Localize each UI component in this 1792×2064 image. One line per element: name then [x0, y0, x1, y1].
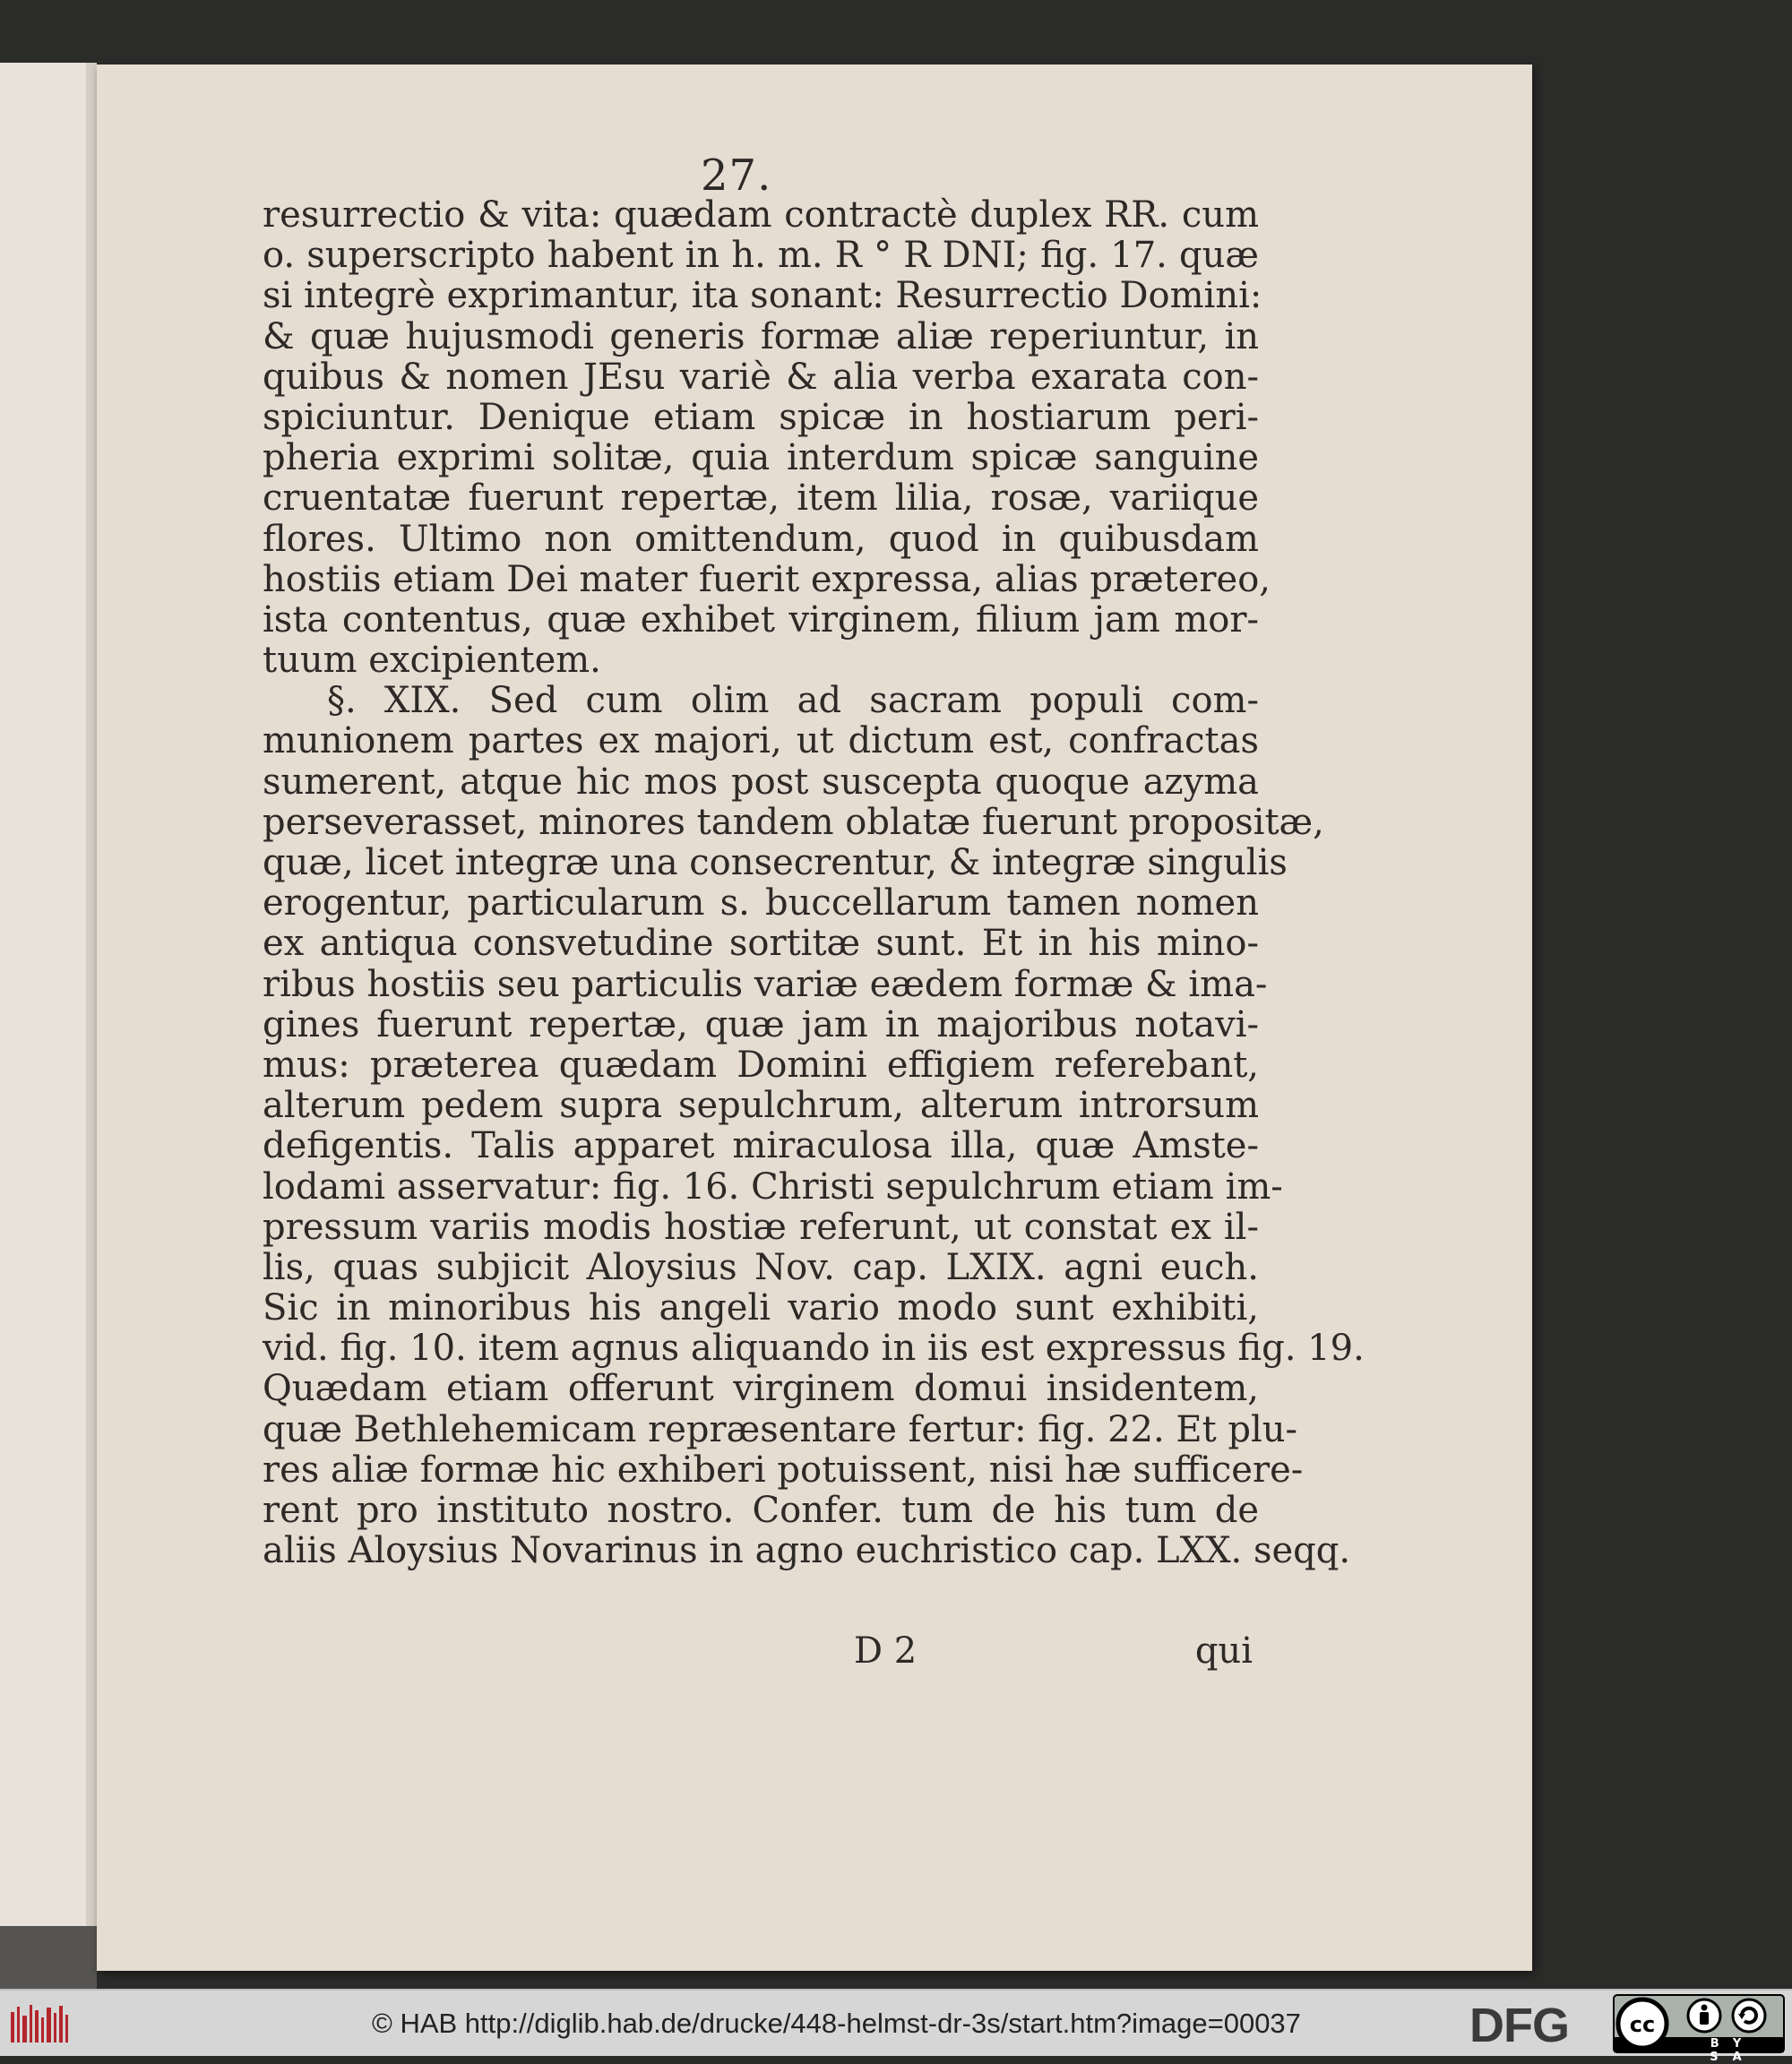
text-line: ribus hostiis seu particulis variæ eædem formæ & ima-: [263, 963, 1268, 1005]
signature-mark: D 2: [854, 1630, 918, 1672]
text-line: erogentur, particularum s. buccellarum tamen nomen: [263, 882, 1259, 924]
text-line: sumerent, atque hic mos post suscepta quoque azyma: [263, 761, 1259, 803]
text-line: aliis Aloysius Novarinus in agno euchristico cap. LXX. seqq.: [263, 1530, 1351, 1572]
catchword: qui: [1194, 1630, 1253, 1672]
previous-page-shadow: [86, 63, 97, 1953]
barcode-logo-icon: [7, 2000, 74, 2049]
text-line: & quæ hujusmodi generis formæ aliæ reperiuntur, in: [263, 315, 1259, 357]
copyright-credit: © HAB http://diglib.hab.de/drucke/448-helmst-dr-3s/start.htm?image=00037: [372, 2008, 1301, 2039]
text-line: hostiis etiam Dei mater fuerit expressa, alias prætereo,: [263, 558, 1271, 600]
text-line: munionem partes ex majori, ut dictum est, confractas: [263, 720, 1259, 762]
previous-page-gutter: [0, 1926, 97, 1989]
text-line: lis, quas subjicit Aloysius Nov. cap. LXIX. agni euch.: [263, 1246, 1259, 1288]
text-line: pressum variis modis hostiæ referunt, ut constat ex il-: [263, 1206, 1259, 1248]
text-line: Sic in minoribus his angeli vario modo sunt exhibiti,: [263, 1287, 1259, 1329]
section-heading-line: §. XIX. Sed cum olim ad sacram populi com-: [327, 680, 1259, 722]
license-label: BY SA: [1710, 2037, 1756, 2064]
footer-bar: [0, 1989, 1792, 2064]
text-line: pheria exprimi solitæ, quia interdum spicæ sanguine: [263, 437, 1259, 479]
text-line: alterum pedem supra sepulchrum, alterum introrsum: [263, 1085, 1259, 1127]
text-line: perseverasset, minores tandem oblatæ fuerunt propositæ,: [263, 801, 1324, 843]
text-line: defigentis. Talis apparet miraculosa illa, quæ Amste-: [263, 1125, 1259, 1167]
text-line: flores. Ultimo non omittendum, quod in quibusdam: [263, 518, 1259, 560]
text-line: mus: præterea quædam Domini effigiem referebant,: [263, 1044, 1259, 1086]
text-line: lodami asservatur: fig. 16. Christi sepulchrum etiam im-: [263, 1165, 1283, 1208]
page-number: 27.: [701, 150, 772, 201]
text-line: o. superscripto habent in h. m. R ° R DNI; fig. 17. quæ: [263, 235, 1259, 277]
text-line: rent pro instituto nostro. Confer. tum de his tum de: [263, 1490, 1259, 1531]
previous-page-edge: [0, 63, 97, 1953]
text-line: quæ Bethlehemicam repræsentare fertur: fig. 22. Et plu-: [263, 1408, 1298, 1450]
text-line: Quædam etiam offerunt virginem domui insidentem,: [263, 1368, 1259, 1410]
text-line: res aliæ formæ hic exhiberi potuissent, nisi hæ sufficere-: [263, 1449, 1304, 1491]
text-line: spiciuntur. Denique etiam spicæ in hostiarum peri-: [263, 396, 1259, 438]
creative-commons-by-sa-icon: [1613, 1994, 1785, 2064]
text-line: resurrectio & vita: quædam contractè duplex RR. cum: [263, 194, 1259, 236]
text-line: quibus & nomen JEsu variè & alia verba exarata con-: [263, 356, 1259, 398]
book-page: [97, 64, 1532, 1971]
text-line: ista contentus, quæ exhibet virginem, filium jam mor-: [263, 598, 1259, 641]
svg-text:cc: cc: [1629, 2012, 1656, 2037]
text-line: vid. fig. 10. item agnus aliquando in iis est expressus fig. 19.: [263, 1328, 1365, 1370]
page-text: [263, 194, 1365, 1572]
dfg-logo: DFG: [1469, 1999, 1569, 2052]
text-line: si integrè exprimantur, ita sonant: Resurrectio Domini:: [263, 275, 1262, 317]
text-line: ex antiqua consvetudine sortitæ sunt. Et in his mino-: [263, 923, 1259, 965]
text-line: tuum excipientem.: [263, 640, 601, 682]
text-line: gines fuerunt repertæ, quæ jam in majoribus notavi-: [263, 1003, 1259, 1045]
text-line: cruentatæ fuerunt repertæ, item lilia, rosæ, variique: [263, 477, 1259, 520]
text-line: quæ, licet integræ una consecrentur, & integræ singulis: [263, 842, 1288, 883]
